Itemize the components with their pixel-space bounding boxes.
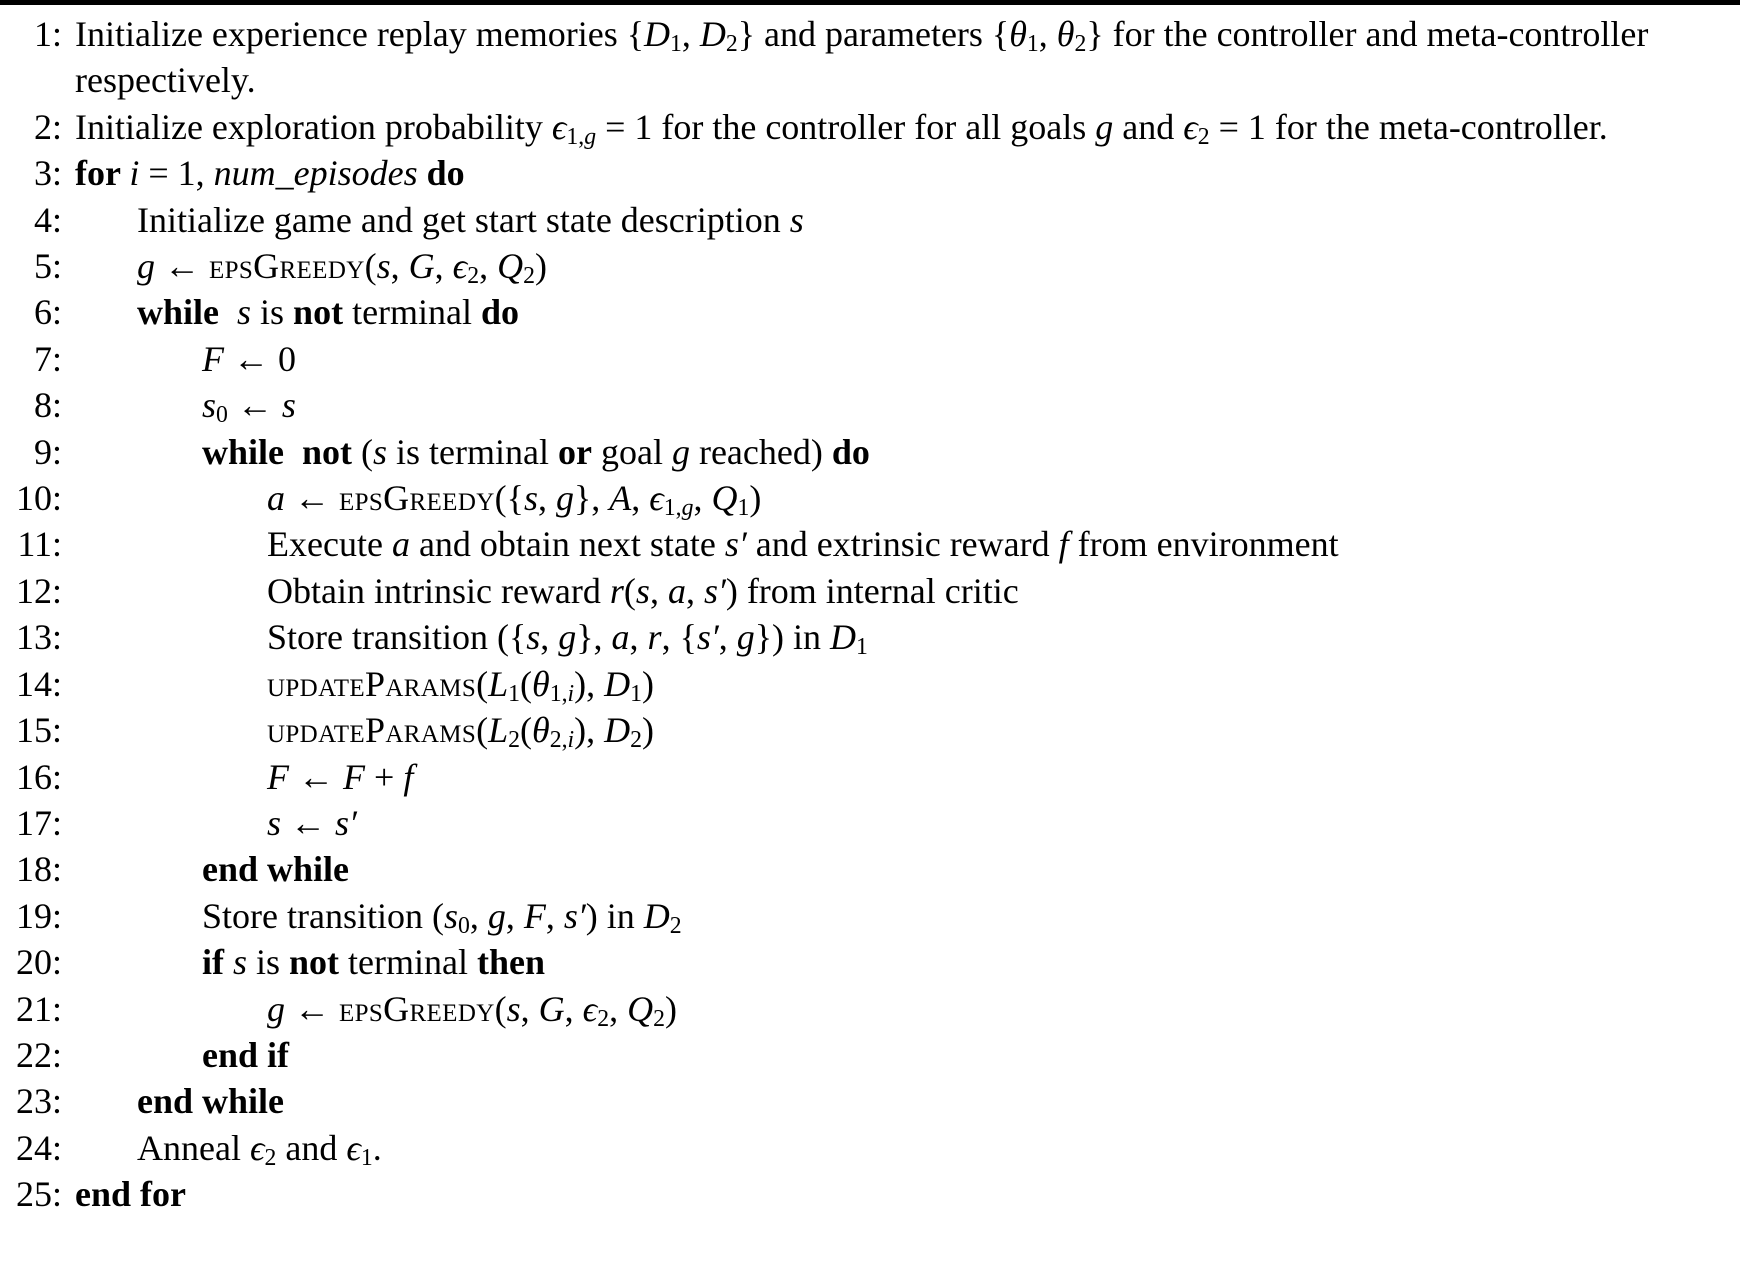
line-content: g ← epsGreedy(s, G, $\epsilon_2$, $Q_2$) <box>267 988 677 1032</box>
algorithm-line-17 <box>0 800 1722 846</box>
line-content: if s is not terminal then <box>202 942 546 983</box>
algorithm-line-15 <box>0 707 1722 753</box>
algorithm-line-21 <box>0 986 1722 1032</box>
line-content: end while <box>137 1081 285 1122</box>
subscript: 1 <box>1026 31 1039 58</box>
algorithm-lines <box>0 11 1722 1218</box>
line-number: 12: <box>15 570 62 611</box>
algorithm-line-22 <box>0 1032 1722 1078</box>
subscript: 1,g <box>566 124 597 151</box>
algorithm-line-7 <box>0 336 1722 382</box>
algorithm-line-25 <box>0 1171 1722 1217</box>
algorithm-line-20 <box>0 939 1722 985</box>
line-number: 19: <box>15 895 62 936</box>
algorithm-line-6 <box>0 289 1722 335</box>
line-content: Execute a and obtain next state s′ and extrinsic reward f from environment <box>267 524 1339 565</box>
line-content: s ← s′ <box>267 802 357 843</box>
line-number: 22: <box>15 1034 62 1075</box>
line-number: 18: <box>15 849 62 890</box>
algorithm-line-11 <box>0 521 1722 567</box>
line-content: Store transition ($s_0$, g, F, s′) in $D_2$ <box>202 895 682 939</box>
algorithm-line-3 <box>0 150 1722 196</box>
subscript: 1 <box>670 31 682 58</box>
algorithm-line-5 <box>0 243 1722 289</box>
line-content: $updateParams(L_2(\theta_{2,i})$, $D_2$) <box>267 710 654 754</box>
algorithm-line-10 <box>0 475 1722 521</box>
line-number: 16: <box>15 756 62 797</box>
line-content: F ← F + f <box>267 756 414 797</box>
algorithm-line-4 <box>0 197 1722 243</box>
line-content: $s_0$ ← s <box>202 385 296 429</box>
subscript: 2 <box>508 727 521 754</box>
line-number: 8: <box>33 385 62 426</box>
line-number: 9: <box>33 431 62 472</box>
subscript: 2,i <box>549 727 575 754</box>
line-content: Initialize experience replay memories {$D_1$, $D_2$} and parameters {$\theta_1$, $\theta_2$} for the controller and meta-controller respectively. <box>75 14 1649 101</box>
line-content: while s is not terminal do <box>137 292 520 333</box>
line-number: 5: <box>33 246 62 287</box>
line-number: 1: <box>33 14 62 54</box>
line-content: end if <box>202 1034 290 1075</box>
line-content: $updateParams(L_1(\theta_{1,i})$, $D_1$) <box>267 663 654 707</box>
algorithm-line-18 <box>0 846 1722 892</box>
line-number: 13: <box>15 617 62 658</box>
algorithm-line-24 <box>0 1125 1722 1171</box>
line-number: 10: <box>15 478 62 519</box>
algorithm-line-12 <box>0 568 1722 614</box>
line-number: 20: <box>15 942 62 983</box>
line-number: 11: <box>17 524 62 565</box>
algorithm-line-14 <box>0 661 1722 707</box>
line-number: 21: <box>15 988 62 1029</box>
algorithm-line-8 <box>0 382 1722 428</box>
algorithm-line-16 <box>0 754 1722 800</box>
line-content: Initialize game and get start state description s <box>137 199 804 240</box>
line-content: while not (s is terminal or goal g reached) do <box>202 431 870 472</box>
line-number: 15: <box>15 710 62 751</box>
subscript: 0 <box>216 402 228 429</box>
algorithm-line-9 <box>0 429 1722 475</box>
subscript: 1 <box>856 634 868 661</box>
subscript: 2 <box>264 1144 277 1171</box>
line-number: 17: <box>15 802 62 843</box>
line-content: g ← epsGreedy(s, G, $\epsilon_2$, $Q_2$) <box>137 246 547 290</box>
algorithm-line-19 <box>0 893 1722 939</box>
subscript: 1,g <box>663 495 694 522</box>
algorithm-line-13 <box>0 614 1722 660</box>
subscript: 0 <box>457 912 470 939</box>
subscript: 2 <box>653 1005 665 1032</box>
subscript: 1 <box>737 495 750 522</box>
line-content: Anneal $\epsilon_2$ and $\epsilon_1$. <box>137 1127 382 1171</box>
subscript: 2 <box>467 263 480 290</box>
line-number: 3: <box>33 153 62 194</box>
subscript: 2 <box>1074 31 1087 58</box>
line-number: 23: <box>15 1081 62 1122</box>
line-content: end for <box>75 1174 186 1215</box>
subscript: 2 <box>669 912 682 939</box>
line-number: 2: <box>33 106 62 147</box>
algorithm-line-2 <box>0 104 1722 150</box>
line-number: 25: <box>15 1174 62 1215</box>
subscript: 1 <box>630 680 642 707</box>
subscript: 1 <box>360 1144 373 1171</box>
subscript: 2 <box>523 263 535 290</box>
line-content: Store transition ({s, g}, a, r, {s′, g}) in $D_1$ <box>267 617 868 661</box>
line-number: 6: <box>33 292 62 333</box>
subscript: 1,i <box>549 680 575 707</box>
line-content: Initialize exploration probability $\epsilon_{1,g} = 1$ for the controller for all goals g and $\epsilon_2 = 1$ for the meta-controller. <box>75 106 1608 151</box>
algorithm-line-1 <box>0 11 1722 104</box>
line-content: for i = 1, num_episodes do <box>75 153 465 194</box>
algorithm-body <box>0 5 1740 1218</box>
algorithm-line-23 <box>0 1078 1722 1124</box>
subscript: 2 <box>1197 124 1210 151</box>
subscript: 2 <box>630 727 642 754</box>
line-content: end while <box>202 849 350 890</box>
line-number: 14: <box>15 663 62 704</box>
line-number: 24: <box>15 1127 62 1168</box>
subscript: 2 <box>725 31 738 58</box>
line-content: a ← epsGreedy({s, g}, A, $\epsilon_{1,g}$, $Q_1$) <box>267 478 762 522</box>
line-number: 7: <box>33 338 62 379</box>
subscript: 1 <box>508 680 521 707</box>
line-number: 4: <box>33 199 62 240</box>
subscript: 2 <box>597 1005 610 1032</box>
line-content: Obtain intrinsic reward r(s, a, s′) from internal critic <box>267 570 1019 611</box>
line-content: F ← 0 <box>202 338 296 379</box>
